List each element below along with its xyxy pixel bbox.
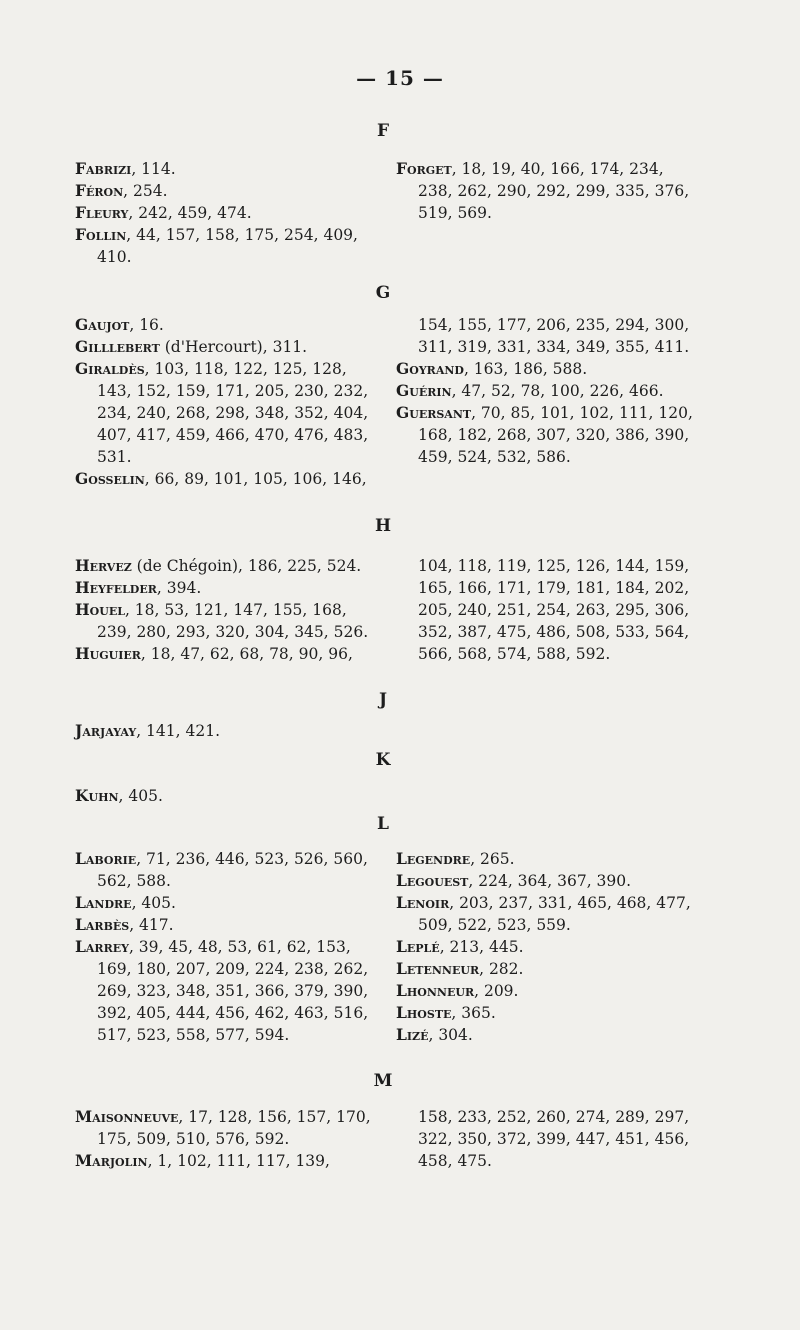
section-letter-k: K [375,750,391,770]
entry-name: Féron [75,181,124,200]
entry-name: Heyfelder [75,578,157,597]
entry-refs: , 103, 118, 122, 125, 128, 143, 152, 159, 171, 205, 230, 232, 234, 240, 268, 298, 348, 352, 404, 407, 417, 459, 466, 470, 476, 483, 531. [97,360,369,466]
index-entry [75,555,375,577]
index-column-right [396,158,696,224]
entry-refs: , 209. [474,982,519,1000]
index-column-right [396,314,696,468]
index-entry [396,358,696,380]
index-entry [75,720,375,742]
index-entry [75,936,375,1046]
index-entry [396,936,696,958]
entry-name: Huguier [75,644,141,663]
index-entry [75,224,375,268]
index-column-left [75,158,375,268]
entry-name: Lhoste [396,1003,452,1022]
index-entry [75,202,375,224]
entry-continuation: 154, 155, 177, 206, 235, 294, 300, 311, 319, 331, 334, 349, 355, 411. [418,316,695,356]
entry-refs: , 163, 186, 588. [463,360,588,378]
index-entry [396,958,696,980]
entry-name: Goyrand [396,359,464,378]
index-column-left [75,848,375,1046]
entry-refs: , 242, 459, 474. [128,204,252,222]
index-entry [75,468,375,490]
entry-name: Gaujot [75,315,130,334]
index-entry [75,914,375,936]
entry-name: Follin [75,225,127,244]
index-entry [396,848,696,870]
index-entry [75,848,375,892]
entry-name: Maisonneuve [75,1107,179,1126]
index-column-left [75,1106,375,1172]
entry-refs: , 18, 47, 62, 68, 78, 90, 96, [140,645,353,663]
index-entry [396,158,696,224]
entry-refs: , 17, 128, 156, 157, 170, 175, 509, 510, 576, 592. [97,1108,371,1148]
entry-refs: , 71, 236, 446, 523, 526, 560, 562, 588. [97,850,368,890]
index-column-right [396,1106,696,1172]
entry-refs: , 254. [123,182,168,200]
entry-refs: , 47, 52, 78, 100, 226, 466. [451,382,664,400]
entry-name: Legendre [396,849,471,868]
entry-name: Hervez [75,556,132,575]
index-entry [75,599,375,643]
index-column-left [75,720,375,742]
entry-refs: , 265. [470,850,515,868]
page-number: — 15 — [356,66,444,90]
entry-name: Gilllebert [75,337,160,356]
entry-refs: , 224, 364, 367, 390. [468,872,632,890]
index-entry [396,892,696,936]
index-entry [75,1106,375,1150]
entry-name: Lizé [396,1025,429,1044]
index-entry [75,314,375,336]
index-column-left [75,555,375,665]
section-letter-h: H [374,516,392,536]
entry-name: Gosselin [75,469,145,488]
index-column-right [396,555,696,665]
index-column-left [75,785,375,807]
entry-refs: , 213, 445. [439,938,524,956]
index-entry [396,980,696,1002]
entry-refs: , 114. [131,160,176,178]
entry-refs: , 365. [451,1004,496,1022]
index-entry [75,785,375,807]
entry-name: Jarjayay [75,721,137,740]
entry-name: Leplé [396,937,440,956]
index-entry [396,402,696,468]
entry-name: Forget [396,159,452,178]
entry-refs: , 203, 237, 331, 465, 468, 477, 509, 522, 523, 559. [418,894,691,934]
entry-refs: (d'Hercourt), 311. [159,338,308,356]
index-entry [75,1150,375,1172]
entry-refs: , 44, 157, 158, 175, 254, 409, 410. [97,226,358,266]
index-entry [396,1024,696,1046]
entry-refs: , 141, 421. [136,722,221,740]
section-letter-j: J [378,690,388,710]
index-entry [396,1002,696,1024]
entry-name: Landre [75,893,132,912]
entry-refs: , 1, 102, 111, 117, 139, [147,1152,330,1170]
entry-name: Legouest [396,871,469,890]
entry-name: Larbès [75,915,130,934]
entry-name: Giraldès [75,359,145,378]
entry-name: Guersant [396,403,472,422]
entry-name: Fleury [75,203,129,222]
entry-continuation: 158, 233, 252, 260, 274, 289, 297, 322, 350, 372, 399, 447, 451, 456, 458, 475. [418,1108,695,1170]
index-entry [75,643,375,665]
entry-name: Marjolin [75,1151,148,1170]
entry-continuation: 104, 118, 119, 125, 126, 144, 159, 165, 166, 171, 179, 181, 184, 202, 205, 240, 251, 254, 263, 295, 306, 352, 387, 475, 486, 508, 533, 564, 566, 568, 574, 588, 592. [418,557,695,663]
entry-name: Fabrizi [75,159,132,178]
entry-refs: , 16. [129,316,164,334]
entry-refs: , 39, 45, 48, 53, 61, 62, 153, 169, 180, 207, 209, 224, 238, 262, 269, 323, 348, 351, 366, 379, 390, 392, 405, 444, 456, 462, 463, 516, 517, 523, 558, 577, 594. [97,938,369,1044]
index-entry [75,158,375,180]
index-entry [396,870,696,892]
index-entry [75,577,375,599]
entry-refs: , 282. [479,960,524,978]
index-entry [75,358,375,468]
entry-refs: , 405. [131,894,176,912]
index-entry [75,336,375,358]
entry-name: Lhonneur [396,981,475,1000]
index-column-right [396,848,696,1046]
entry-refs: , 417. [129,916,174,934]
entry-refs: , 66, 89, 101, 105, 106, 146, [144,470,367,488]
entry-refs: , 405. [118,787,163,805]
entry-refs: (de Chégoin), 186, 225, 524. [131,557,362,575]
index-column-left [75,314,375,490]
entry-name: Larrey [75,937,129,956]
entry-name: Lenoir [396,893,450,912]
section-letter-g: G [375,283,391,303]
section-letter-m: M [373,1071,393,1091]
entry-refs: , 18, 53, 121, 147, 155, 168, 239, 280, 293, 320, 304, 345, 526. [97,601,369,641]
index-entry [396,380,696,402]
entry-name: Guérin [396,381,452,400]
entry-name: Houel [75,600,125,619]
entry-refs: , 18, 19, 40, 166, 174, 234, 238, 262, 290, 292, 299, 335, 376, 519, 569. [418,160,690,222]
entry-name: Kuhn [75,786,119,805]
index-entry [75,180,375,202]
index-entry [75,892,375,914]
section-letter-l: L [377,814,389,834]
entry-refs: , 394. [156,579,202,597]
entry-refs: , 70, 85, 101, 102, 111, 120, 168, 182, 268, 307, 320, 386, 390, 459, 524, 532, 586. [418,404,693,466]
entry-name: Laborie [75,849,137,868]
entry-refs: , 304. [428,1026,473,1044]
section-letter-f: F [376,121,390,141]
entry-name: Letenneur [396,959,480,978]
